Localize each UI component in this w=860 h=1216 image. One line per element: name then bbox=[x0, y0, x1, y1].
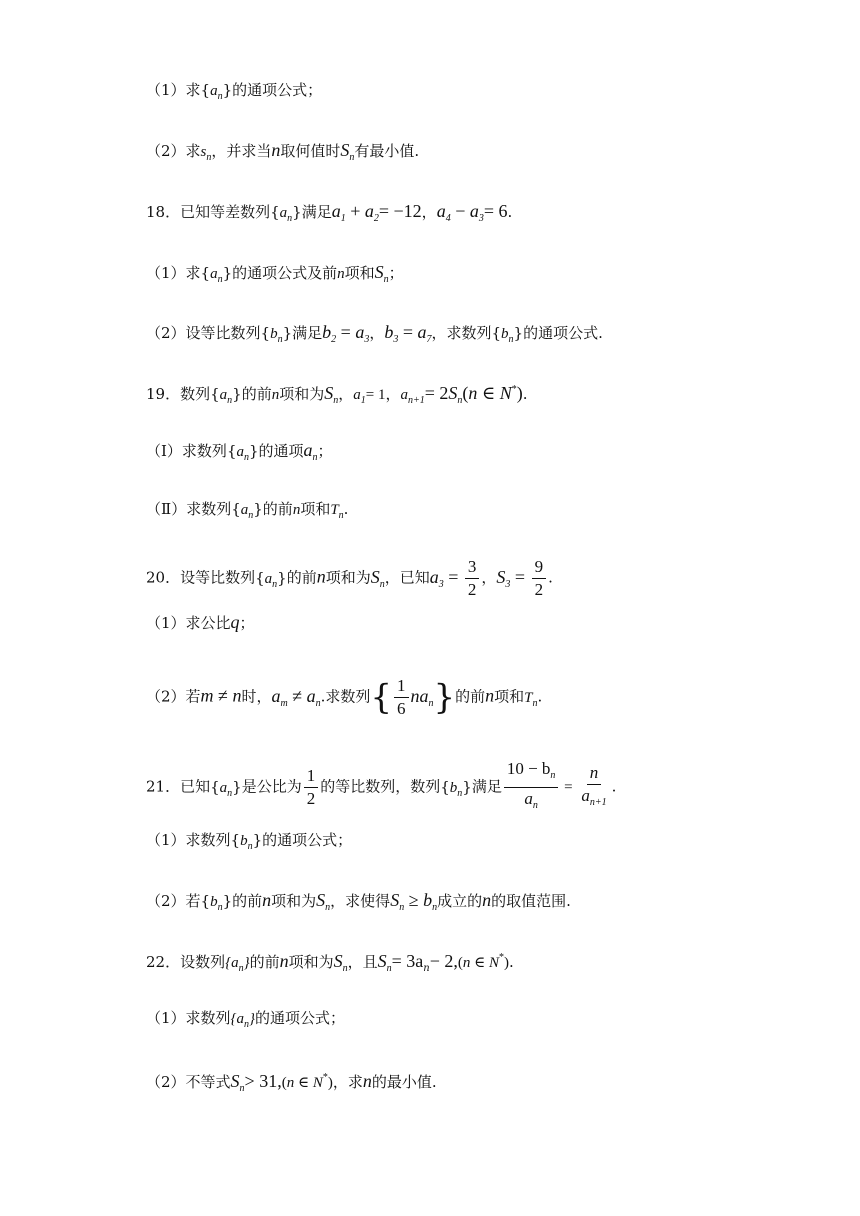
frac-num: 9 bbox=[532, 556, 547, 579]
var-q: q bbox=[230, 612, 240, 632]
frac-den: a bbox=[581, 785, 590, 805]
var-n: n bbox=[292, 502, 301, 518]
q18-stem: 18．已知等差数列$\{a_n\}$满足$a_1 + a_2= -12$，$a_4 - a_3= 6$. bbox=[146, 201, 513, 224]
q22-p2-label: （2）不等式 bbox=[146, 1073, 231, 1091]
frac-den: 6 bbox=[397, 699, 406, 718]
seq-b: $\{b_n\}$ bbox=[260, 324, 293, 345]
frac-3-2 bbox=[465, 556, 480, 601]
frac-num: 1 bbox=[304, 765, 319, 788]
paren-n-in-N: (n ∈ N*) bbox=[457, 952, 510, 971]
frac-num: n bbox=[587, 762, 602, 785]
q20-stem-mid2: 项和为 bbox=[325, 568, 371, 587]
q20-p2-mid2: .求数列 bbox=[320, 687, 371, 706]
q20-p2-mid: 时， bbox=[241, 687, 272, 706]
q22-p1-rest: 的通项公式； bbox=[255, 1009, 346, 1027]
eq-b2-a3: $b_2 = a_3$ bbox=[322, 322, 370, 345]
seq-a: $\{a_n\}$ bbox=[210, 777, 242, 799]
var-n: n bbox=[337, 266, 345, 282]
T-n: $T_n$ bbox=[330, 502, 344, 521]
q18-part2: （2）设等比数列$\{b_n\}$满足$b_2 = a_3$，$b_3 = a_7$，求数列$\{b_n\}$的通项公式. bbox=[146, 322, 603, 345]
var-n: n bbox=[262, 890, 272, 910]
a-n-plus-1: $a_{n+1}$ bbox=[400, 387, 425, 406]
S-n: $S_n$ bbox=[448, 383, 463, 406]
q18-p2-rest: 的通项公式. bbox=[523, 324, 603, 342]
am-neq-an: $a_m \ne a_n$ bbox=[271, 685, 321, 709]
q22-p2-eq: > 31, bbox=[244, 1071, 282, 1091]
q19-p1-label: （Ⅰ）求数列 bbox=[146, 442, 227, 460]
var-n: n bbox=[279, 951, 289, 971]
q22-eq-rest: − 2, bbox=[429, 951, 458, 971]
q22-p1-label: （1）求数列 bbox=[146, 1009, 231, 1027]
q18-part1: （1）求$\{a_n\}$的通项公式及前n项和$S_n$； bbox=[146, 262, 404, 285]
q19-p1-mid: 的通项 bbox=[258, 442, 304, 460]
q20-p1-label: （1）求公比 bbox=[146, 614, 231, 632]
frac-den: a bbox=[524, 789, 533, 808]
q21-p2-mid3: ，求使得 bbox=[330, 892, 391, 910]
q22-stem-num: 22．设数列 bbox=[146, 953, 226, 971]
seq-a: $\{a_n\}$ bbox=[226, 442, 259, 463]
q22-stem-mid3: ，且 bbox=[347, 953, 378, 971]
q21-p2-label: （2）若 bbox=[146, 892, 201, 910]
q20-stem-num: 20．设等比数列 bbox=[146, 568, 256, 587]
frac-n-an1: $\frac{n}{a_{n+1}}$ bbox=[581, 762, 607, 808]
seq-a: $\{a_n\}$ bbox=[200, 264, 233, 285]
frac-1-2 bbox=[304, 765, 319, 810]
q21-p2-mid: 的前 bbox=[232, 892, 263, 910]
q20-part2: （2）若m ≠ n时，$a_m \ne a_n$.求数列{ $\frac{1}{6}$ $na_n$}的前n项和$T_n$. bbox=[146, 676, 543, 718]
q17-p2-rest: 有最小值. bbox=[354, 142, 420, 160]
q19-p2-mid2: 项和 bbox=[300, 500, 331, 518]
paren-n-in-N: (n ∈ N*) bbox=[462, 383, 523, 403]
q17-p1-label: （1）求 bbox=[146, 81, 201, 99]
q22-part1 bbox=[146, 1008, 345, 1035]
q17-p2-mid2: 取何值时 bbox=[280, 142, 341, 160]
q20-stem-mid: 的前 bbox=[286, 568, 317, 587]
q18-eq1: = −12 bbox=[378, 201, 422, 221]
q19-stem: 19．数列$\{a_n\}$的前n项和为$S_n$，$a_1= 1$，$a_{n+1}= 2S_n(n$ ∈ N*). bbox=[146, 383, 528, 406]
right-brace: } bbox=[433, 677, 456, 718]
seq-a: $\{a_n\}$ bbox=[231, 500, 263, 521]
a1: $a_1$ bbox=[353, 387, 366, 406]
T-n: $T_n$ bbox=[524, 689, 538, 709]
frac-den: 2 bbox=[467, 580, 477, 599]
q22-part2 bbox=[146, 1068, 437, 1099]
q18-p2-label: （2）设等比数列 bbox=[146, 324, 261, 342]
frac-num: 3 bbox=[465, 556, 480, 579]
S-n: $S_n$ bbox=[370, 566, 385, 590]
m-neq-n: m ≠ n bbox=[200, 685, 242, 706]
eq-b3-a7: $b_3 = a_7$ bbox=[384, 322, 432, 345]
q21-p2-mid4: 成立的 bbox=[437, 892, 483, 910]
S-n: $S_n$ bbox=[377, 951, 392, 974]
q17-part1 bbox=[146, 80, 322, 107]
seq-b: $\{b_n\}$ bbox=[440, 777, 472, 799]
q21-stem-mid: 是公比为 bbox=[241, 777, 302, 796]
q17-p2-mid: ，并求当 bbox=[211, 142, 272, 160]
q19-stem-num: 19．数列 bbox=[146, 385, 211, 403]
q20-p2-mid4: 项和 bbox=[494, 687, 525, 706]
frac-num: 10 − b bbox=[506, 759, 551, 778]
seq-a: $\{a_n\}$ bbox=[255, 568, 287, 590]
expr-a1-a2: $a_1 + a_2$ bbox=[331, 201, 379, 224]
q19-eq2: = 2 bbox=[424, 383, 449, 403]
q17-p1-rest: 的通项公式； bbox=[232, 81, 323, 99]
var-n: n bbox=[482, 890, 492, 910]
q18-stem-mid: 满足 bbox=[301, 203, 332, 221]
S-n: $S_n$ bbox=[340, 140, 355, 163]
paren-n-in-N: (n ∈ N*) bbox=[281, 1072, 333, 1091]
s-n: $s_n$ bbox=[200, 144, 212, 163]
Sn-geq-bn: $S_n \ge b_n$ bbox=[390, 890, 438, 913]
S-n: $S_n$ bbox=[374, 262, 389, 285]
var-n: n bbox=[316, 566, 326, 587]
seq-a: $\{a_n\}$ bbox=[210, 385, 242, 406]
q21-p2-rest: 的取值范围. bbox=[491, 892, 571, 910]
q19-stem-mid2: 项和为 bbox=[279, 385, 325, 403]
seq-b: $\{b_n\}$ bbox=[230, 831, 263, 852]
q17-p2-label: （2）求 bbox=[146, 142, 201, 160]
var-n: n bbox=[362, 1071, 372, 1091]
q22-eq: = 3a bbox=[391, 951, 424, 971]
frac-den: 2 bbox=[534, 580, 544, 599]
frac-9-2 bbox=[532, 556, 547, 601]
q21-stem: 21．已知$\{a_n\}$是公比为 $\frac{1}{2}$ 的等比数列，数列$\{b_n\}$满足 $\frac{10 - b_n}{a_n}$ = $\frac{n}{a_{n+1}}$ . bbox=[146, 758, 616, 817]
q18-p2-mid2: ，求数列 bbox=[431, 324, 492, 342]
q19-stem-mid: 的前 bbox=[241, 385, 272, 403]
q20-part1 bbox=[146, 612, 255, 633]
q18-p2-mid: 满足 bbox=[292, 324, 323, 342]
q21-part2 bbox=[146, 890, 571, 918]
q22-stem: 22．设数列$\{a_n\}$的前n项和为$S_n$，且$S_n= 3a_n- 2,(n$ ∈ N*). bbox=[146, 951, 514, 974]
frac-10-bn-an: $\frac{10 - b_n}{a_n}$ bbox=[504, 758, 559, 817]
a-n: $a_n$ bbox=[303, 440, 318, 463]
expr-a4-a3: $a_4 - a_3$ bbox=[436, 201, 484, 224]
q21-p1-label: （1）求数列 bbox=[146, 831, 231, 849]
seq-a: $\{a_n\}$ bbox=[200, 81, 233, 102]
frac-num: 1 bbox=[394, 675, 409, 698]
var-n: n bbox=[271, 140, 281, 160]
seq-b: $\{b_n\}$ bbox=[491, 324, 524, 345]
var-n: n bbox=[271, 387, 280, 403]
q18-p1-mid: 的通项公式及前 bbox=[232, 264, 338, 282]
q19-part2: （Ⅱ）求数列$\{a_n\}$的前n项和$T_n$. bbox=[146, 500, 349, 521]
q22-p2-rest: 的最小值. bbox=[371, 1073, 437, 1091]
q18-p1-mid2: 项和 bbox=[344, 264, 375, 282]
seq-a: $\{a_n\}$ bbox=[225, 955, 250, 974]
q20-stem: 20．设等比数列$\{a_n\}$的前n项和为$S_n$，已知$a_3$ = $\frac{3}{2}$ ，$S_3$ = $\frac{9}{2}$ . bbox=[146, 557, 553, 599]
q22-stem-mid: 的前 bbox=[249, 953, 280, 971]
var-n: n bbox=[485, 685, 495, 706]
q22-p2-mid: ，求 bbox=[332, 1073, 363, 1091]
q18-p1-label: （1）求 bbox=[146, 264, 201, 282]
a3: $a_3$ = bbox=[429, 566, 463, 590]
q17-part2 bbox=[146, 140, 419, 168]
frac-den: 2 bbox=[306, 789, 316, 808]
q21-stem-mid2: 的等比数列，数列 bbox=[320, 777, 441, 796]
S-n: $S_n$ bbox=[333, 951, 348, 974]
q19-part1: （Ⅰ）求数列$\{a_n\}$的通项$a_n$； bbox=[146, 440, 333, 463]
seq-a: $\{a_n\}$ bbox=[230, 1011, 256, 1030]
q20-p1-rest: ； bbox=[239, 614, 255, 632]
q20-stem-mid3: ，已知 bbox=[384, 568, 430, 587]
seq-a: $\{a_n\}$ bbox=[270, 203, 302, 224]
S-n: $S_n$ bbox=[316, 890, 331, 913]
seq-b: $\{b_n\}$ bbox=[200, 892, 233, 913]
q19-p2-mid: 的前 bbox=[262, 500, 293, 518]
q19-eq1: = 1 bbox=[365, 387, 386, 403]
q21-part1 bbox=[146, 830, 352, 857]
q20-p2-mid3: 的前 bbox=[455, 687, 486, 706]
left-brace: { bbox=[370, 677, 392, 718]
q20-p2-label: （2）若 bbox=[146, 687, 201, 706]
S-n: $S_n$ bbox=[324, 383, 339, 406]
q19-p2-label: （Ⅱ）求数列 bbox=[146, 500, 232, 518]
S-n: $S_n$ bbox=[230, 1071, 245, 1094]
q22-stem-mid2: 项和为 bbox=[288, 953, 334, 971]
q21-p1-rest: 的通项公式； bbox=[262, 831, 353, 849]
frac-1-6 bbox=[394, 675, 409, 720]
n-a-n: $na_n$ bbox=[410, 685, 434, 709]
q21-stem-mid3: 满足 bbox=[471, 777, 502, 796]
q21-p2-mid2: 项和为 bbox=[271, 892, 317, 910]
q21-stem-num: 21．已知 bbox=[146, 777, 211, 796]
q18-stem-num: 18．已知等差数列 bbox=[146, 203, 271, 221]
S3: $S_3$ = bbox=[496, 566, 530, 590]
q18-eq2: = 6 bbox=[483, 201, 508, 221]
